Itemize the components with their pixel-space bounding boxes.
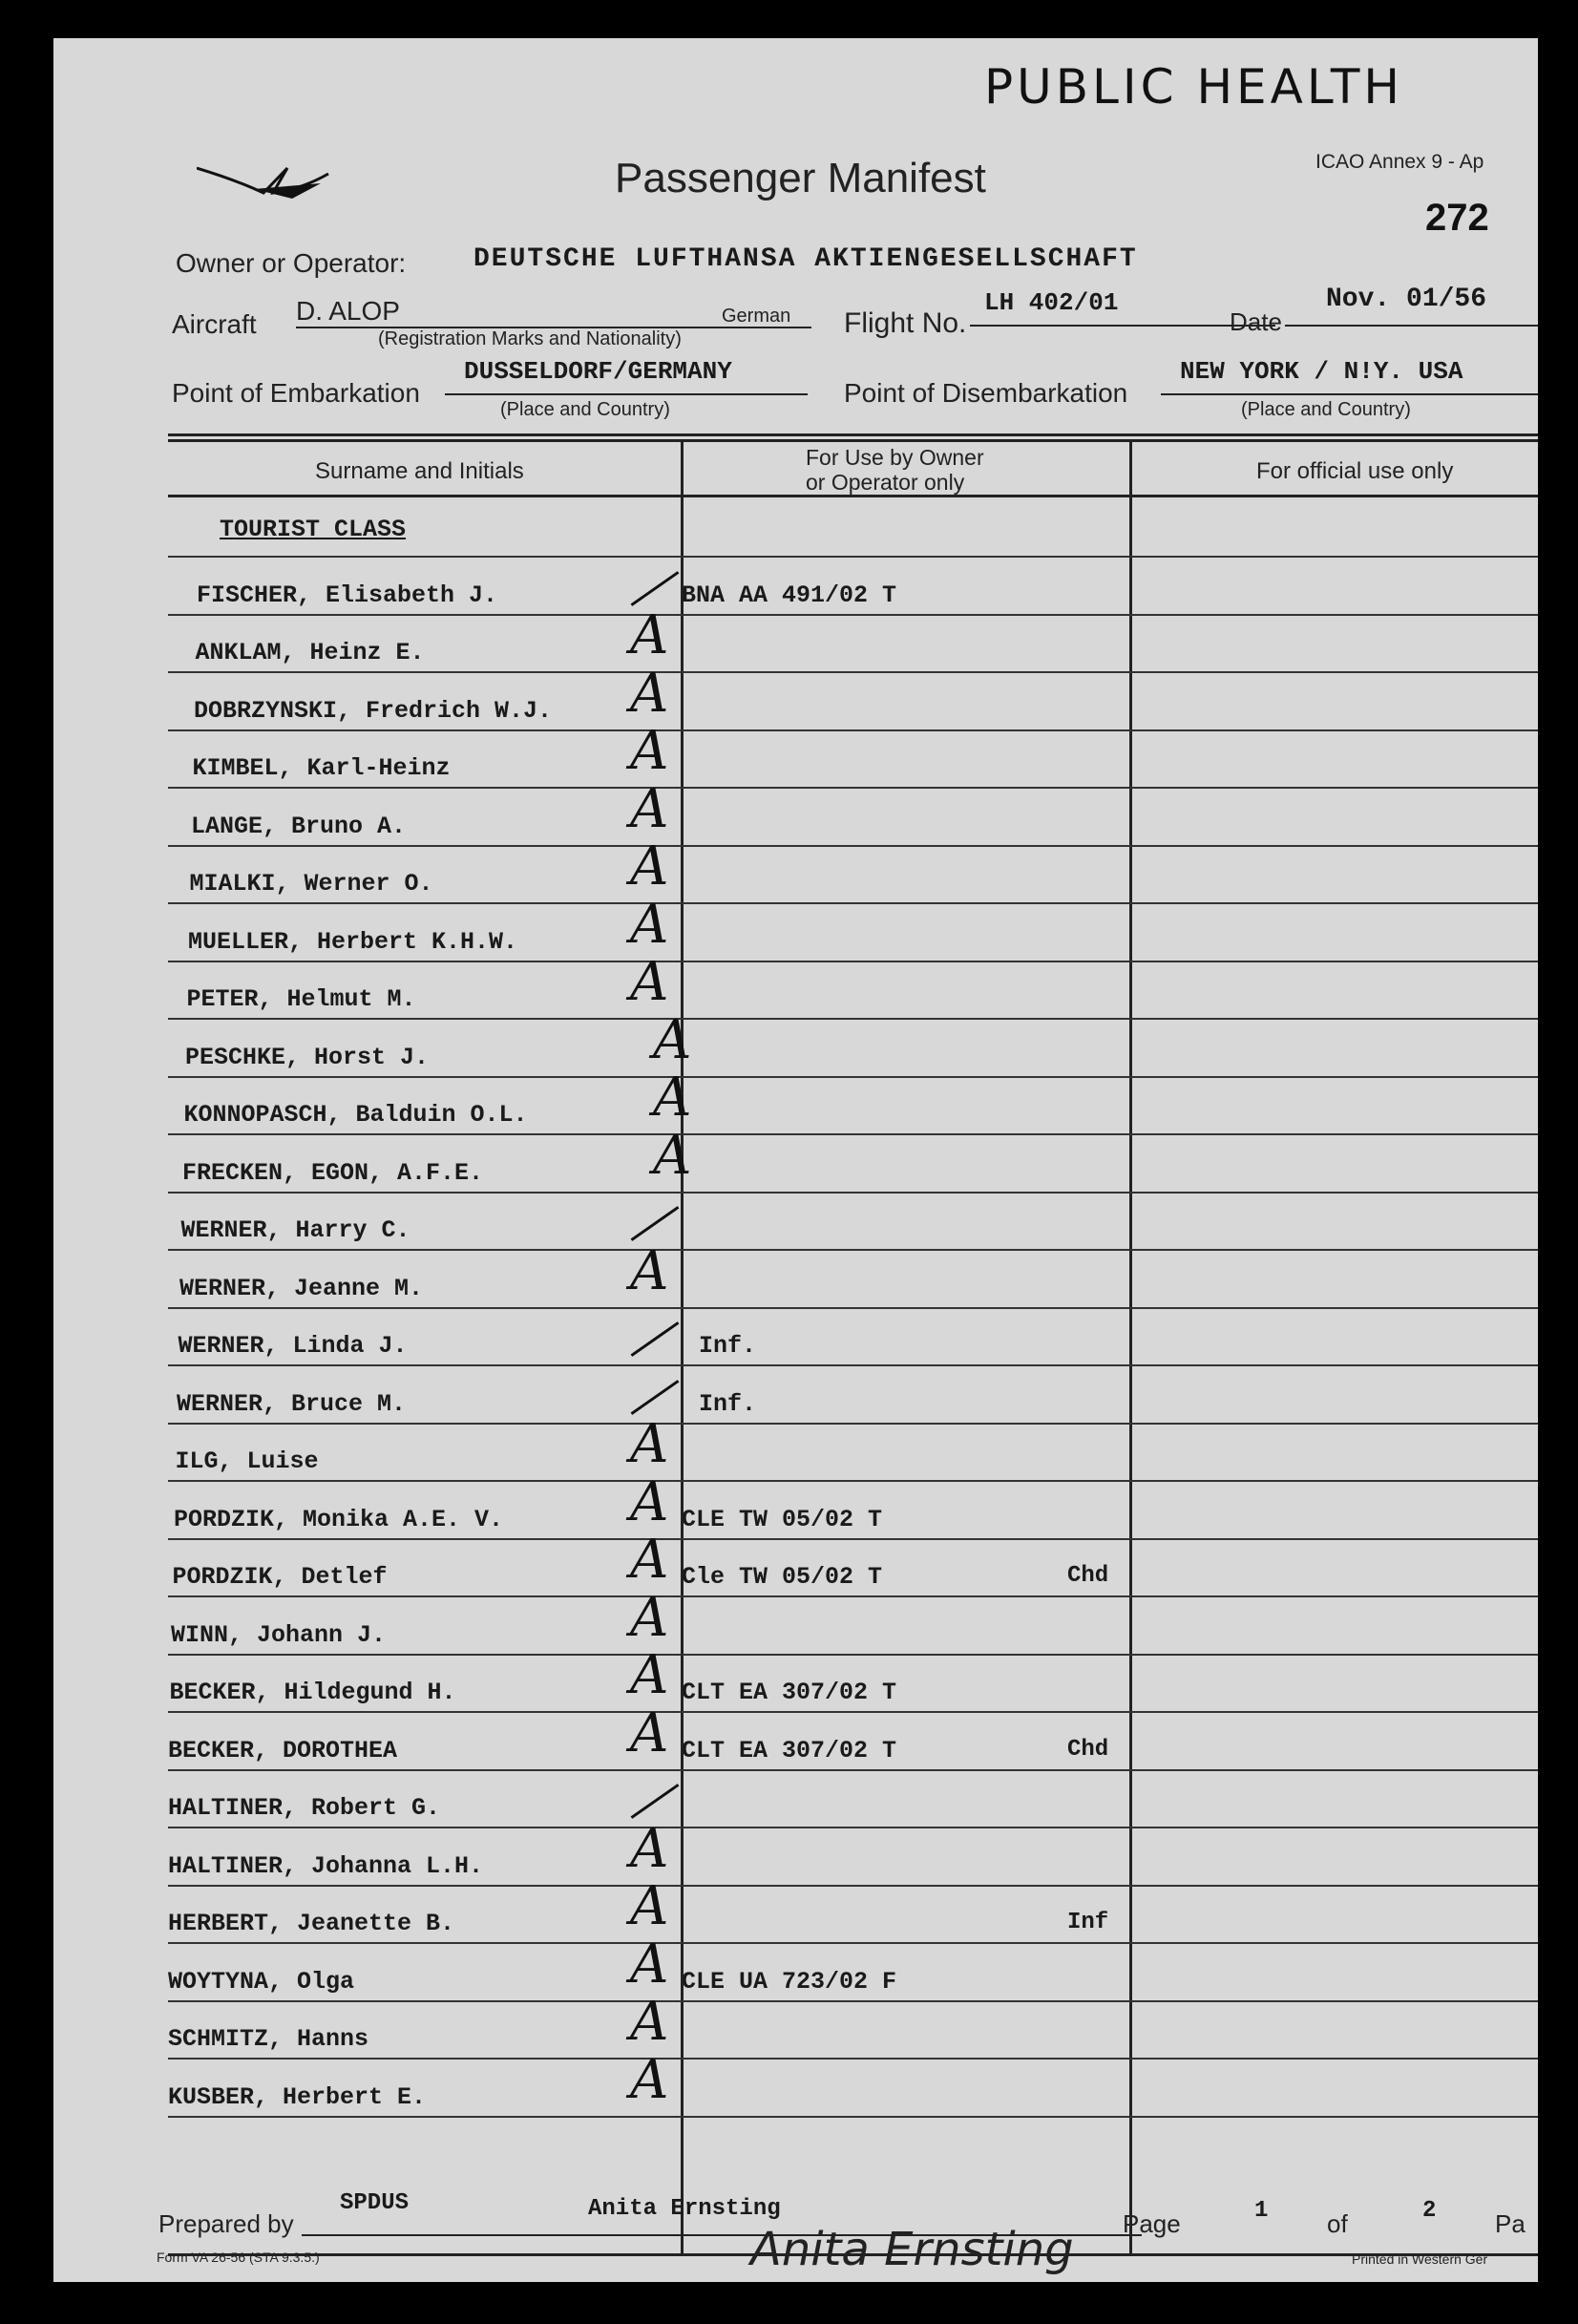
passenger-name: MUELLER, Herbert K.H.W.: [188, 928, 518, 956]
handwritten-a-mark: A: [653, 1009, 692, 1071]
passenger-name: PORDZIK, Monika A.E. V.: [174, 1506, 504, 1533]
passenger-name: WERNER, Bruce M.: [177, 1390, 407, 1418]
passenger-name: WINN, Johann J.: [171, 1621, 387, 1649]
row-divider: [168, 1192, 1538, 1194]
passenger-category: Chd: [1067, 1563, 1109, 1589]
handwritten-a-mark: A: [630, 604, 669, 666]
disembarkation-label: Point of Disembarkation: [844, 378, 1128, 408]
public-health-stamp: PUBLIC HEALTH: [984, 59, 1403, 115]
check-slash-mark: [631, 1206, 680, 1241]
handwritten-a-mark: A: [630, 1413, 669, 1475]
row-divider: [168, 1133, 1538, 1135]
aircraft-value: D. ALOP: [296, 296, 400, 326]
passenger-name: BECKER, DOROTHEA: [168, 1737, 398, 1764]
embarkation-label: Point of Embarkation: [172, 378, 420, 408]
row-divider: [168, 1654, 1538, 1656]
flight-value: LH 402/01: [984, 288, 1119, 317]
handwritten-a-mark: A: [630, 2049, 669, 2111]
passenger-name: KUSBER, Herbert E.: [168, 2083, 427, 2111]
owner-note: CLE TW 05/02 T: [682, 1506, 883, 1533]
row-divider: [168, 1885, 1538, 1887]
aircraft-label: Aircraft: [172, 309, 257, 339]
passenger-name: LANGE, Bruno A.: [191, 813, 407, 840]
row-divider: [168, 671, 1538, 673]
column-header-official: For official use only: [1256, 458, 1454, 484]
row-divider: [168, 1249, 1538, 1251]
prepared-label: Prepared by: [158, 2209, 294, 2238]
row-divider: [168, 1364, 1538, 1366]
passenger-name: WERNER, Harry C.: [180, 1216, 410, 1244]
handwritten-a-mark: A: [630, 951, 669, 1013]
handwritten-a-mark: A: [630, 1240, 669, 1302]
handwritten-a-mark: A: [630, 778, 669, 840]
passenger-name: FISCHER, Elisabeth J.: [197, 581, 498, 609]
passenger-name: SCHMITZ, Hanns: [168, 2025, 369, 2053]
passenger-category: Chd: [1067, 1737, 1109, 1763]
handwritten-a-mark: A: [630, 1587, 669, 1649]
passenger-name: MIALKI, Werner O.: [189, 870, 433, 898]
prepared-name: Anita Ernsting: [588, 2196, 781, 2222]
handwritten-a-mark: A: [630, 720, 669, 782]
row-divider: [168, 1769, 1538, 1771]
of-value: 2: [1422, 2198, 1437, 2224]
of-label: of: [1327, 2209, 1348, 2238]
passenger-name: PESCHKE, Horst J.: [185, 1044, 430, 1071]
handwritten-a-mark: A: [630, 1702, 669, 1764]
row-divider: [168, 614, 1538, 616]
embarkation-caption: (Place and Country): [500, 399, 670, 420]
handwritten-a-mark: A: [630, 1644, 669, 1706]
check-slash-mark: [631, 1784, 680, 1819]
passenger-name: ILG, Luise: [175, 1447, 319, 1475]
owner-value: DEUTSCHE LUFTHANSA AKTIENGESELLSCHAFT: [473, 244, 1138, 274]
column-header-owner-line1: For Use by Owner: [806, 445, 984, 470]
owner-note: BNA AA 491/02 T: [682, 581, 897, 609]
row-divider: [168, 845, 1538, 847]
passenger-name: DOBRZYNSKI, Fredrich W.J.: [194, 697, 553, 725]
handwritten-a-mark: A: [630, 1529, 669, 1591]
row-divider: [168, 1076, 1538, 1078]
passenger-name: WERNER, Jeanne M.: [179, 1275, 424, 1302]
aircraft-caption: (Registration Marks and Nationality): [378, 328, 682, 349]
handwritten-a-mark: A: [630, 1991, 669, 2053]
handwritten-a-mark: A: [653, 1125, 692, 1187]
passenger-name: WERNER, Linda J.: [178, 1332, 408, 1360]
row-divider: [168, 2058, 1538, 2060]
row-divider: [168, 1827, 1538, 1828]
embarkation-value: DUSSELDORF/GERMANY: [464, 357, 732, 386]
aircraft-nationality: German: [722, 306, 791, 327]
prepared-code: SPDUS: [340, 2190, 410, 2216]
check-slash-mark: [631, 1380, 680, 1415]
passenger-name: HALTINER, Robert G.: [168, 1794, 441, 1822]
handwritten-a-mark: A: [630, 1818, 669, 1880]
row-divider: [168, 1307, 1538, 1309]
printed-note: Printed in Western Ger: [1352, 2251, 1488, 2267]
passenger-name: FRECKEN, EGON, A.F.E.: [182, 1159, 484, 1187]
row-divider: [168, 1942, 1538, 1944]
disembarkation-caption: (Place and Country): [1241, 399, 1411, 420]
row-divider: [168, 1018, 1538, 1020]
row-divider: [168, 729, 1538, 731]
row-divider: [168, 1595, 1538, 1597]
owner-note: CLT EA 307/02 T: [682, 1737, 897, 1764]
handwritten-a-mark: A: [630, 1471, 669, 1533]
row-divider: [168, 902, 1538, 904]
date-value: Nov. 01/56: [1326, 285, 1487, 314]
owner-note: CLT EA 307/02 T: [682, 1679, 897, 1706]
passenger-name: HERBERT, Jeanette B.: [168, 1910, 455, 1937]
passenger-name: HALTINER, Johanna L.H.: [168, 1852, 484, 1880]
passenger-name: WOYTYNA, Olga: [168, 1968, 355, 1996]
page-label: Page: [1123, 2209, 1181, 2238]
check-slash-mark: [631, 1321, 680, 1357]
class-heading: TOURIST CLASS: [220, 516, 407, 543]
handwritten-a-mark: A: [630, 663, 669, 725]
passenger-name: ANKLAM, Heinz E.: [195, 639, 425, 666]
passenger-name: BECKER, Hildegund H.: [169, 1679, 456, 1706]
row-divider: [168, 2116, 1538, 2118]
check-slash-mark: [631, 571, 680, 606]
row-divider: [168, 1480, 1538, 1482]
owner-note: CLE UA 723/02 F: [682, 1968, 897, 1996]
owner-note: Inf.: [699, 1332, 757, 1360]
row-divider: [168, 787, 1538, 789]
manifest-sheet: [53, 38, 1538, 2282]
passenger-name: PETER, Helmut M.: [186, 985, 416, 1013]
row-divider: [168, 2000, 1538, 2002]
handwritten-a-mark: A: [630, 894, 669, 956]
owner-note: Cle TW 05/02 T: [682, 1563, 883, 1591]
row-divider: [168, 961, 1538, 962]
passenger-name: PORDZIK, Detlef: [172, 1563, 388, 1591]
airline-logo-icon: [197, 160, 330, 208]
row-divider: [168, 1711, 1538, 1713]
row-divider: [168, 1423, 1538, 1425]
row-divider: [168, 1538, 1538, 1540]
icao-reference: ICAO Annex 9 - Ap: [1315, 151, 1484, 173]
sheet-number: 272: [1425, 197, 1489, 239]
passenger-name: KIMBEL, Karl-Heinz: [192, 754, 451, 782]
passenger-category: Inf: [1067, 1910, 1109, 1935]
handwritten-a-mark: A: [630, 1933, 669, 1996]
handwritten-a-mark: A: [653, 1067, 692, 1129]
column-header-owner-line2: or Operator only: [806, 470, 965, 495]
page-title: Passenger Manifest: [615, 155, 986, 201]
flight-label: Flight No.: [844, 307, 967, 339]
owner-label: Owner or Operator:: [176, 248, 407, 278]
disembarkation-value: NEW YORK / N!Y. USA: [1180, 357, 1463, 386]
date-label: Date: [1230, 307, 1282, 336]
owner-note: Inf.: [699, 1390, 757, 1418]
passenger-name: KONNOPASCH, Balduin O.L.: [183, 1101, 528, 1129]
column-header-name: Surname and Initials: [315, 458, 524, 484]
page-value: 1: [1254, 2198, 1269, 2224]
handwritten-a-mark: A: [630, 1875, 669, 1937]
form-reference: Form VA 26-56 (STA 9.3.5.): [157, 2250, 320, 2265]
handwritten-a-mark: A: [630, 835, 669, 898]
signature: Anita Ernsting: [750, 2223, 1074, 2276]
page-suffix: Pa: [1495, 2209, 1525, 2238]
